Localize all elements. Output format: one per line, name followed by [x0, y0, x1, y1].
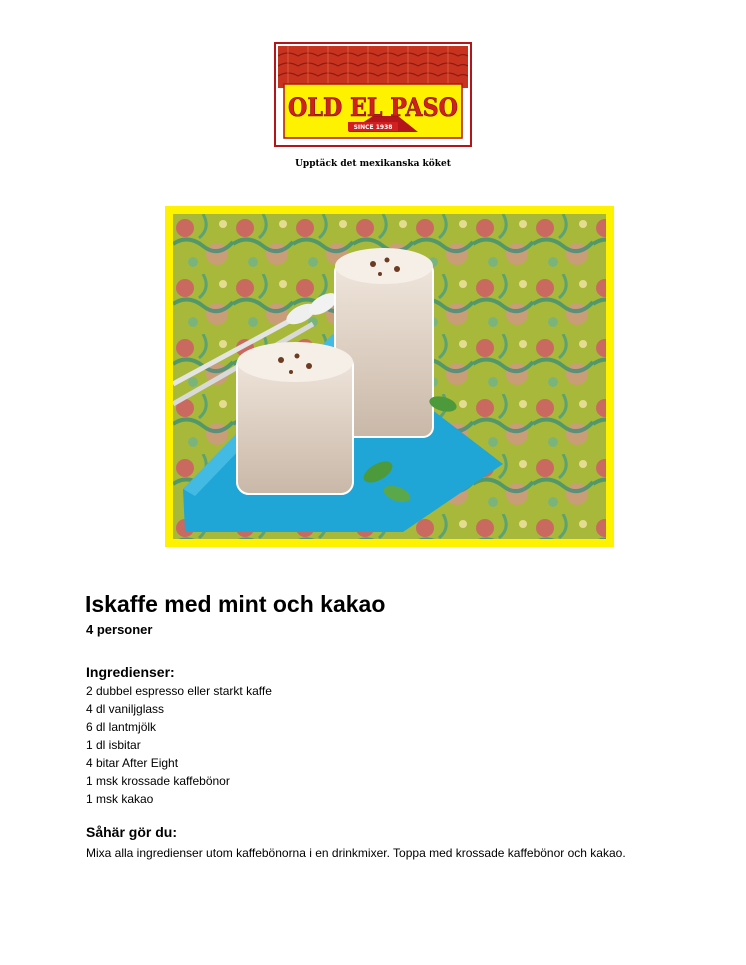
recipe-title: Iskaffe med mint och kakao	[85, 591, 386, 617]
ingredient-item: 1 dl isbitar	[86, 738, 141, 752]
ingredients-heading: Ingredienser:	[86, 664, 175, 680]
logo-since: SINCE 1938	[353, 124, 393, 131]
ingredient-item: 4 bitar After Eight	[86, 756, 179, 770]
logo-wordmark: OLD EL PASO	[288, 93, 458, 122]
brand-logo	[274, 42, 472, 147]
ingredient-item: 1 msk krossade kaffebönor	[86, 774, 230, 788]
ingredient-item: 6 dl lantmjölk	[86, 720, 157, 734]
ingredient-list	[86, 682, 272, 808]
ingredient-item: 1 msk kakao	[86, 792, 154, 806]
ingredient-item: 4 dl vaniljglass	[86, 702, 165, 716]
method-heading: Såhär gör du:	[86, 824, 178, 840]
servings: 4 personer	[86, 622, 153, 637]
ingredient-item: 2 dubbel espresso eller starkt kaffe	[86, 684, 272, 698]
tagline: Upptäck det mexikanska köket	[295, 159, 451, 169]
recipe-photo	[165, 206, 614, 547]
method-text: Mixa alla ingredienser utom kaffebönorna i en drinkmixer. Toppa med krossade kaffebönor och kakao.	[86, 846, 626, 860]
